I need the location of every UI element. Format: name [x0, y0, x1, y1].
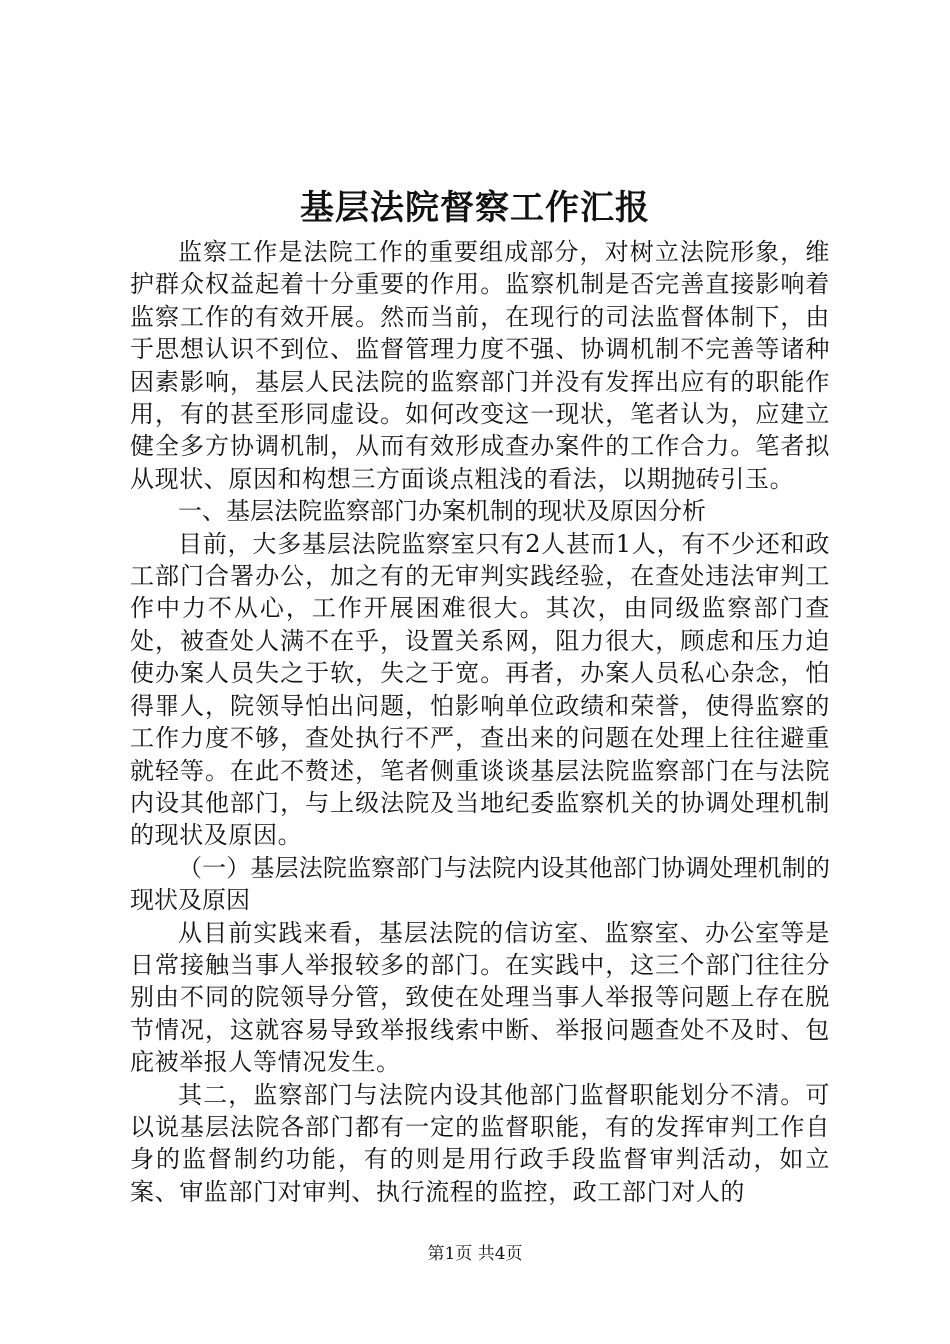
paragraph-status: 目前，大多基层法院监察室只有2人甚而1人，有不少还和政工部门合署办公，加之有的无审判实践经验，在查处违法审判工作中力不从心，工作开展困难很大。其次，由同级监察部门查处，被查处人满不在乎，设置关系网，阻力很大，顾虑和压力迫使办案人员失之于软，失之于宽。再者，办案人员私心杂念，怕得罪人，院领导怕出问题，怕影响单位政绩和荣誉，使得监察的工作力度不够，查处执行不严，查出来的问题在处理上往往避重就轻等。在此不赘述，笔者侧重谈谈基层法院监察部门在与法院内设其他部门，与上级法院及当地纪委监察机关的协调处理机制的现状及原因。 [130, 529, 830, 850]
document-title: 基层法院督察工作汇报 [300, 188, 650, 228]
section-heading-1: 一、基层法院监察部门办案机制的现状及原因分析 [178, 497, 706, 526]
page-footer: 第1页 共4页 [427, 1244, 523, 1264]
paragraph-intro: 监察工作是法院工作的重要组成部分，对树立法院形象，维护群众权益起着十分重要的作用。监察机制是否完善直接影响着监察工作的有效开展。然而当前，在现行的司法监督体制下，由于思想认识不到位、监督管理力度不强、协调机制不完善等诸种因素影响，基层人民法院的监察部门并没有发挥出应有的职能作用，有的甚至形同虚设。如何改变这一现状，笔者认为，应建立健全多方协调机制，从而有效形成查办案件的工作合力。笔者拟从现状、原因和构想三方面谈点粗浅的看法，以期抛砖引玉。 [130, 238, 830, 493]
document-body [130, 236, 830, 1208]
subsection-heading-1: （一）基层法院监察部门与法院内设其他部门协调处理机制的现状及原因 [130, 853, 830, 915]
paragraph-practice: 从目前实践来看，基层法院的信访室、监察室、办公室等是日常接触当事人举报较多的部门。在实践中，这三个部门往往分别由不同的院领导分管，致使在处理当事人举报等问题上存在脱节情况，这就容易导致举报线索中断、举报问题查处不及时、包庇被举报人等情况发生。 [130, 918, 830, 1077]
paragraph-second: 其二，监察部门与法院内设其他部门监督职能划分不清。可以说基层法院各部门都有一定的监督职能，有的发挥审判工作自身的监督制约功能，有的则是用行政手段监督审判活动，如立案、审监部门对审判、执行流程的监控，政工部门对人的 [130, 1080, 830, 1206]
